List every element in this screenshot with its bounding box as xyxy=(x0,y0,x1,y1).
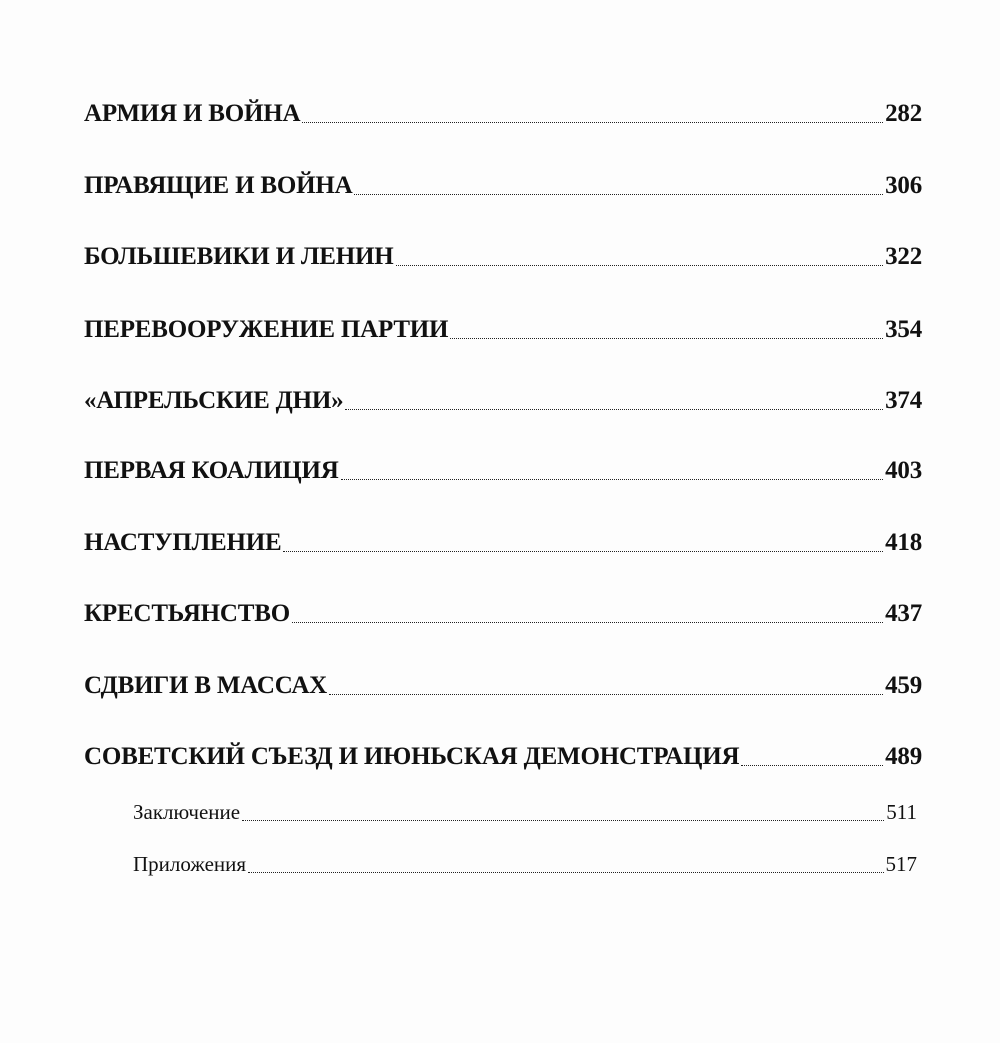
toc-entry-page: 354 xyxy=(885,316,922,343)
dot-leader xyxy=(450,337,883,339)
toc-entry-peasantry[interactable] xyxy=(84,600,922,628)
toc-entry-page: 322 xyxy=(885,243,922,270)
toc-entry-page: 517 xyxy=(885,852,917,876)
dot-leader xyxy=(242,819,884,821)
toc-entry-april-days[interactable] xyxy=(84,387,922,415)
toc-entry-conclusion[interactable] xyxy=(133,800,917,825)
dot-leader xyxy=(302,121,883,123)
toc-entry-title: ПЕРВАЯ КОАЛИЦИЯ xyxy=(84,457,339,484)
toc-entry-title: ПРАВЯЩИЕ И ВОЙНА xyxy=(84,172,353,199)
dot-leader xyxy=(283,550,883,552)
toc-entry-first-coalition[interactable] xyxy=(84,457,922,485)
toc-entry-title: СОВЕТСКИЙ СЪЕЗД И ИЮНЬСКАЯ ДЕМОНСТРАЦИЯ xyxy=(84,743,740,770)
toc-entry-rulers-and-war[interactable] xyxy=(84,172,922,200)
toc-entry-title: АРМИЯ И ВОЙНА xyxy=(84,100,301,127)
toc-entry-page: 489 xyxy=(885,743,922,770)
toc-entry-page: 282 xyxy=(885,100,922,127)
dot-leader xyxy=(292,621,883,623)
toc-entry-army-and-war[interactable] xyxy=(84,100,922,128)
toc-entry-title: БОЛЬШЕВИКИ И ЛЕНИН xyxy=(84,243,394,270)
dot-leader xyxy=(248,871,883,873)
toc-entry-page: 511 xyxy=(886,800,917,824)
dot-leader xyxy=(329,693,883,695)
dot-leader xyxy=(345,408,883,410)
toc-entry-page: 306 xyxy=(885,172,922,199)
dot-leader xyxy=(396,264,884,266)
toc-entry-title: Приложения xyxy=(133,852,247,876)
toc-entry-title: Заключение xyxy=(133,800,241,824)
toc-entry-page: 403 xyxy=(885,457,922,484)
toc-entry-appendices[interactable] xyxy=(133,852,917,877)
toc-entry-soviet-congress[interactable] xyxy=(84,743,922,771)
dot-leader xyxy=(741,764,883,766)
toc-entry-page: 374 xyxy=(885,387,922,414)
dot-leader xyxy=(341,478,883,480)
toc-entry-title: ПЕРЕВООРУЖЕНИЕ ПАРТИИ xyxy=(84,316,449,343)
toc-entry-title: «АПРЕЛЬСКИЕ ДНИ» xyxy=(84,387,344,414)
toc-entry-title: НАСТУПЛЕНИЕ xyxy=(84,529,282,556)
toc-entry-page: 459 xyxy=(885,672,922,699)
toc-entry-bolsheviks-and-lenin[interactable] xyxy=(84,243,922,271)
toc-entry-page: 418 xyxy=(885,529,922,556)
dot-leader xyxy=(354,193,883,195)
toc-entry-shifts-in-masses[interactable] xyxy=(84,672,922,700)
toc-entry-page: 437 xyxy=(885,600,922,627)
toc-entry-party-rearmament[interactable] xyxy=(84,316,922,344)
toc-entry-title: СДВИГИ В МАССАХ xyxy=(84,672,328,699)
toc-entry-offensive[interactable] xyxy=(84,529,922,557)
toc-entry-title: КРЕСТЬЯНСТВО xyxy=(84,600,290,627)
